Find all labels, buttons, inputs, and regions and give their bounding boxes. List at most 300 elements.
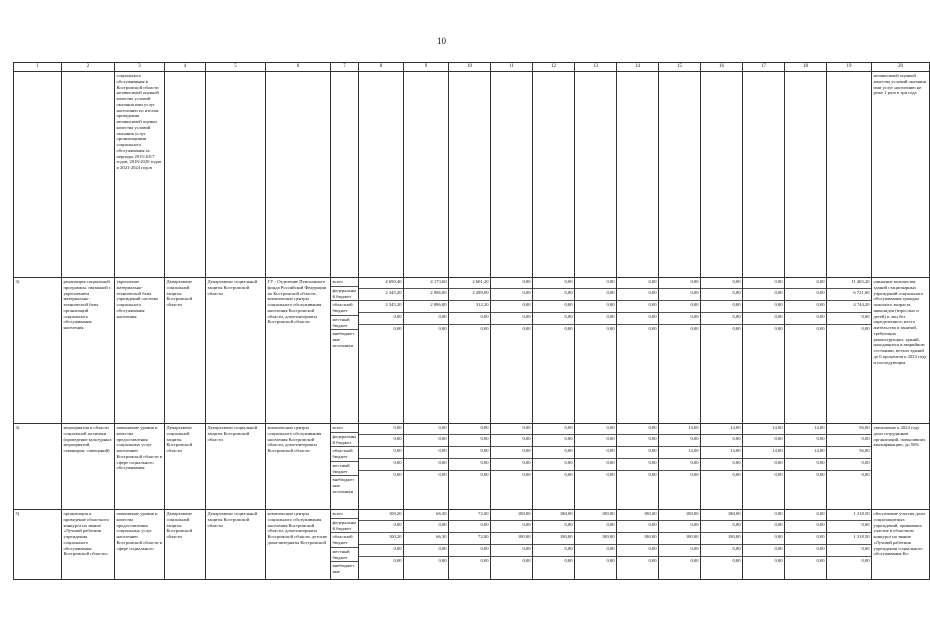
funding-amount-column	[491, 510, 533, 580]
funding-amount-column	[785, 278, 827, 424]
funding-amount: 0,00	[743, 533, 784, 545]
funding-amount: 2 086,80	[404, 301, 448, 313]
funding-amount-column	[827, 278, 872, 424]
column-number-header: 14	[617, 63, 659, 72]
funding-amount-column	[659, 424, 701, 510]
funding-source-label: федеральный бюджет	[331, 433, 358, 447]
funding-amount: 0,00	[743, 301, 784, 313]
funding-amount-column	[359, 510, 404, 580]
funding-amount: 0,00	[449, 521, 490, 533]
funding-amount: 0,00	[438, 558, 447, 564]
funding-source-label: местный бюджет	[331, 316, 358, 330]
funding-amount: 0,00	[659, 289, 700, 301]
funding-amount: 180,00	[617, 533, 658, 545]
funding-amount: 0,00	[449, 459, 490, 471]
cell	[14, 72, 62, 278]
event-purpose: повышение уровня и качества предоставления социальных услуг населению Костромской области в сфере социального	[115, 510, 165, 580]
funding-amount: 14,00	[743, 447, 784, 459]
funding-amount: 0,00	[533, 424, 574, 435]
funding-amount-column	[617, 278, 659, 424]
funding-amount: 0,00	[785, 301, 826, 313]
column-number-header: 8	[359, 63, 404, 72]
funding-amount: 0,00	[480, 558, 489, 564]
funding-amount-column	[701, 424, 743, 510]
funding-amount: 180,00	[533, 533, 574, 545]
funding-amount: 180,00	[575, 510, 616, 521]
funding-amount: 0,00	[785, 510, 826, 521]
program-row	[14, 278, 930, 424]
participants: ГУ - Отделение Пенсионного фонда Российской Федерации по Костромской области, комплексные центры социального обслуживания населения Костромской области, дома-интернаты Костромской области	[266, 278, 331, 424]
funding-amount-column	[617, 424, 659, 510]
funding-amount: 180,00	[491, 510, 532, 521]
funding-amount: 0,00	[480, 326, 489, 332]
funding-amount: 0,00	[575, 521, 616, 533]
funding-amount: 0,00	[480, 472, 489, 478]
funding-amount: 0,00	[575, 278, 616, 289]
funding-amount: 14,00	[701, 424, 742, 435]
funding-amount: 0,00	[701, 313, 742, 325]
funding-amount-column	[701, 510, 743, 580]
funding-source-label: местный бюджет	[331, 548, 358, 562]
funding-amount: 0,00	[732, 558, 741, 564]
funding-amount: 0,00	[393, 558, 402, 564]
funding-amount: 0,00	[743, 521, 784, 533]
funding-amount: 0,00	[359, 424, 403, 435]
funding-amount-column	[449, 510, 491, 580]
funding-amount-column	[659, 510, 701, 580]
cell	[206, 72, 266, 278]
cell	[62, 72, 115, 278]
funding-amount: 4 744,20	[827, 301, 871, 313]
funding-amount: 180,00	[617, 510, 658, 521]
funding-source-label: всего	[331, 278, 358, 287]
funding-amount-column	[827, 424, 872, 510]
funding-amount: 312,20	[449, 301, 490, 313]
measure-text: социального обслуживания в Костромской области независимой оценкой качества условий оказания ими услуг населению по итогам проведения независимой оценки качества условий оказания услуг организациями социального обслуживания за периоды 2015-2017 годов, 2018-2020 годов и 2021-2024 годов	[115, 72, 165, 278]
funding-amount: 0,00	[533, 521, 574, 533]
funding-amount: 0,00	[648, 472, 657, 478]
funding-amount: 0,00	[659, 459, 700, 471]
funding-amount: 0,00	[491, 447, 532, 459]
funding-amount: 0,00	[701, 521, 742, 533]
cell	[359, 72, 404, 278]
coexecutor: Департамент социальной защиты Костромской области	[206, 424, 266, 510]
continuation-row	[14, 72, 930, 278]
result-text: независимой оценкой качества условий оказания ими услуг населению не реже 1 раза в три года	[872, 72, 930, 278]
cell	[491, 72, 533, 278]
funding-amount: 0,00	[617, 521, 658, 533]
funding-amount: 0,00	[606, 558, 615, 564]
funding-amount: 0,00	[533, 447, 574, 459]
expected-result: увеличение к 2024 году доли сотрудников организаций, повысивших квалификацию, до 50%	[872, 424, 930, 510]
funding-amount: 0,00	[404, 447, 448, 459]
funding-amount-column	[617, 510, 659, 580]
funding-amount: 0,00	[575, 289, 616, 301]
column-number-header: 10	[449, 63, 491, 72]
funding-source-label: федеральный бюджет	[331, 287, 358, 301]
program-row	[14, 510, 930, 580]
funding-amount: 0,00	[774, 472, 783, 478]
funding-sources	[331, 510, 359, 580]
event-purpose: повышение уровня и качества предоставления социальных услуг населению Костромской области в сфере социального обслуживания	[115, 424, 165, 510]
funding-amount: 0,00	[359, 447, 403, 459]
funding-amount: 14,00	[743, 424, 784, 435]
funding-amount: 0,00	[659, 545, 700, 557]
funding-amount: 180,00	[659, 510, 700, 521]
cell	[827, 72, 872, 278]
participants: комплексные центры социального обслуживания населения Костромской области, дома-интернаты Костромской области	[266, 424, 331, 510]
funding-amount: 100,20	[359, 510, 403, 521]
column-number-header: 5	[206, 63, 266, 72]
funding-amount: 0,00	[533, 289, 574, 301]
funding-amount: 0,00	[701, 545, 742, 557]
funding-amount: 0,00	[827, 435, 871, 447]
funding-amount-column	[575, 510, 617, 580]
funding-amount: 0,00	[533, 435, 574, 447]
funding-amount-column	[533, 510, 575, 580]
funding-amount: 0,00	[690, 472, 699, 478]
funding-amount: 72,00	[449, 510, 490, 521]
funding-amount: 0,00	[617, 435, 658, 447]
funding-amount: 0,00	[701, 289, 742, 301]
funding-amount: 14,00	[785, 424, 826, 435]
funding-amount: 2 601,20	[449, 278, 490, 289]
funding-amount: 1 318,50	[827, 510, 871, 521]
responsible-executor: Департамент социальной защиты Костромской области	[165, 278, 206, 424]
column-number-header: 11	[491, 63, 533, 72]
funding-amount: 0,00	[774, 558, 783, 564]
funding-amount: 0,00	[393, 326, 402, 332]
funding-amount: 56,00	[827, 424, 871, 435]
funding-amount: 4 690,40	[359, 278, 403, 289]
funding-amount: 0,00	[533, 301, 574, 313]
funding-amount: 0,00	[827, 459, 871, 471]
funding-source-label: областной бюджет	[331, 447, 358, 461]
header-row	[14, 63, 930, 72]
funding-amount: 0,00	[785, 278, 826, 289]
funding-amount: 0,00	[449, 447, 490, 459]
funding-amount: 11 465,20	[827, 278, 871, 289]
column-number-header: 20	[872, 63, 930, 72]
funding-amount: 0,00	[827, 313, 871, 325]
funding-amount: 0,00	[743, 545, 784, 557]
funding-amount: 72,00	[449, 533, 490, 545]
funding-amount: 180,00	[659, 533, 700, 545]
funding-amount: 0,00	[617, 424, 658, 435]
funding-amount: 0,00	[659, 435, 700, 447]
funding-amount: 2 086,80	[404, 289, 448, 301]
row-number: 4)	[14, 424, 62, 510]
funding-amount: 0,00	[743, 313, 784, 325]
participants: комплексные центры социального обслуживания населения Костромской области, дома-интернаты Костромской области, детские дома-интернаты Костромской	[266, 510, 331, 580]
responsible-executor: Департамент социальной защиты Костромской области	[165, 424, 206, 510]
funding-amount: 0,00	[701, 278, 742, 289]
funding-amount: 0,00	[491, 545, 532, 557]
funding-amount: 0,00	[743, 459, 784, 471]
funding-amount: 0,00	[491, 301, 532, 313]
funding-amount: 180,00	[701, 510, 742, 521]
funding-amount-column	[404, 278, 449, 424]
funding-amount-column	[359, 424, 404, 510]
row-number: 3)	[14, 278, 62, 424]
funding-amount-column	[404, 424, 449, 510]
event-name: организация и проведение областного конкурса на звание «Лучший работник учреждения социального обслуживания Костромской области»	[62, 510, 115, 580]
funding-amount: 100,20	[359, 533, 403, 545]
funding-amount: 0,00	[438, 472, 447, 478]
funding-amount: 0,00	[785, 289, 826, 301]
funding-amount: 180,00	[701, 533, 742, 545]
column-number-header: 9	[404, 63, 449, 72]
funding-amount: 180,00	[575, 533, 616, 545]
row-number: 5)	[14, 510, 62, 580]
funding-amount: 0,00	[575, 545, 616, 557]
responsible-executor: Департамент социальной защиты Костромской области	[165, 510, 206, 580]
page-number: 10	[437, 36, 446, 46]
funding-amount: 14,00	[701, 447, 742, 459]
column-number-header: 18	[785, 63, 827, 72]
funding-amount: 0,00	[606, 472, 615, 478]
program-row	[14, 424, 930, 510]
funding-amount: 0,00	[449, 424, 490, 435]
funding-amount-column	[449, 424, 491, 510]
funding-amount: 0,00	[491, 521, 532, 533]
funding-amount-column	[743, 278, 785, 424]
funding-amount: 0,00	[861, 558, 870, 564]
funding-amount: 0,00	[449, 313, 490, 325]
funding-source-label: внебюджетные источники	[332, 477, 355, 494]
funding-amount: 0,00	[617, 278, 658, 289]
funding-amount: 0,00	[404, 545, 448, 557]
funding-amount: 0,00	[491, 278, 532, 289]
funding-amount-column	[533, 424, 575, 510]
column-number-header: 16	[701, 63, 743, 72]
column-number-header: 6	[266, 63, 331, 72]
cell	[743, 72, 785, 278]
funding-amount: 0,00	[491, 313, 532, 325]
funding-amount: 2 289,00	[449, 289, 490, 301]
funding-source-label: федеральный бюджет	[331, 519, 358, 533]
cell	[449, 72, 491, 278]
funding-amount: 0,00	[491, 435, 532, 447]
funding-amount: 66,30	[404, 533, 448, 545]
funding-amount-column	[743, 424, 785, 510]
funding-amount: 0,00	[404, 313, 448, 325]
funding-amount: 0,00	[816, 472, 825, 478]
funding-source-label: областной бюджет	[331, 533, 358, 547]
funding-amount-column	[827, 510, 872, 580]
funding-amount: 0,00	[575, 459, 616, 471]
coexecutor: Департамент социальной защиты Костромской области	[206, 278, 266, 424]
funding-amount: 0,00	[648, 558, 657, 564]
column-number-header: 12	[533, 63, 575, 72]
funding-amount: 0,00	[743, 278, 784, 289]
funding-amount: 0,00	[393, 472, 402, 478]
funding-amount-column	[701, 278, 743, 424]
funding-amount: 56,00	[827, 447, 871, 459]
funding-amount: 0,00	[617, 447, 658, 459]
funding-amount: 4 173,60	[404, 278, 448, 289]
funding-amount: 14,00	[659, 424, 700, 435]
cell	[575, 72, 617, 278]
column-number-header: 4	[165, 63, 206, 72]
cell	[331, 72, 359, 278]
funding-amount: 0,00	[404, 459, 448, 471]
funding-amount: 180,00	[491, 533, 532, 545]
funding-amount-column	[533, 278, 575, 424]
funding-amount: 0,00	[359, 435, 403, 447]
funding-amount: 0,00	[404, 435, 448, 447]
event-name: мероприятия в области социальной политики (проведение культурных мероприятий, семинаров, совещаний)	[62, 424, 115, 510]
cell	[533, 72, 575, 278]
funding-amount: 0,00	[690, 326, 699, 332]
funding-amount: 0,00	[861, 472, 870, 478]
funding-amount: 0,00	[533, 459, 574, 471]
funding-amount: 0,00	[359, 521, 403, 533]
funding-amount: 0,00	[617, 289, 658, 301]
funding-amount-column	[575, 424, 617, 510]
funding-amount: 0,00	[659, 521, 700, 533]
funding-amount: 0,00	[701, 459, 742, 471]
funding-amount: 0,00	[491, 424, 532, 435]
expected-result: обеспечение участия доли социозащитных учреждений, принявших участие в областном конкурсе на звание «Лучший работник учреждения социального обслуживания Ко-	[872, 510, 930, 580]
funding-amount: 0,00	[438, 326, 447, 332]
column-number-header: 13	[575, 63, 617, 72]
funding-source-label: всего	[331, 510, 358, 519]
funding-amount: 0,00	[774, 326, 783, 332]
funding-amount: 0,00	[359, 313, 403, 325]
funding-amount: 0,00	[816, 558, 825, 564]
funding-amount: 0,00	[785, 545, 826, 557]
funding-amount: 0,00	[743, 510, 784, 521]
funding-amount: 0,00	[522, 558, 531, 564]
funding-amount: 6 721,00	[827, 289, 871, 301]
funding-amount: 0,00	[404, 521, 448, 533]
cell	[659, 72, 701, 278]
funding-sources	[331, 424, 359, 510]
funding-amount: 0,00	[827, 521, 871, 533]
cell	[617, 72, 659, 278]
expected-result: снижение количества зданий стационарных учреждений социального обслуживания граждан пожилого возраста, инвалидов (взрослых и детей) и лиц без определенного места жительства и занятий, требующих реконструкции, зданий, находящихся в аварийном состоянии, ветхих зданий до 0 процентов к 2023 году и последующим	[872, 278, 930, 424]
funding-amount: 0,00	[827, 545, 871, 557]
funding-amount-column	[404, 510, 449, 580]
funding-amount: 0,00	[491, 289, 532, 301]
column-number-header: 2	[62, 63, 115, 72]
funding-amount: 0,00	[659, 278, 700, 289]
funding-amount: 0,00	[533, 545, 574, 557]
funding-amount-column	[785, 424, 827, 510]
funding-amount: 0,00	[359, 545, 403, 557]
cell	[165, 72, 206, 278]
funding-amount: 14,00	[659, 447, 700, 459]
funding-amount: 0,00	[785, 459, 826, 471]
column-number-header: 15	[659, 63, 701, 72]
funding-amount: 2 345,20	[359, 289, 403, 301]
funding-amount: 0,00	[449, 435, 490, 447]
funding-source-label: внебюджетные источники	[332, 331, 355, 348]
funding-source-label: областной бюджет	[331, 301, 358, 315]
funding-amount: 0,00	[732, 472, 741, 478]
funding-amount: 0,00	[785, 533, 826, 545]
funding-amount-column	[359, 278, 404, 424]
funding-amount: 0,00	[564, 326, 573, 332]
funding-amount: 0,00	[491, 459, 532, 471]
funding-amount: 0,00	[617, 545, 658, 557]
cell	[266, 72, 331, 278]
funding-amount: 0,00	[701, 435, 742, 447]
funding-amount: 1 318,50	[827, 533, 871, 545]
funding-source-label: внебюджетные	[332, 563, 355, 575]
funding-amount: 0,00	[404, 424, 448, 435]
funding-amount: 66,30	[404, 510, 448, 521]
funding-amount: 0,00	[575, 424, 616, 435]
funding-source-label: местный бюджет	[331, 462, 358, 476]
funding-amount: 0,00	[575, 447, 616, 459]
column-number-header: 17	[743, 63, 785, 72]
funding-amount: 0,00	[659, 313, 700, 325]
funding-amount: 0,00	[648, 326, 657, 332]
funding-amount: 0,00	[659, 301, 700, 313]
funding-amount: 0,00	[743, 435, 784, 447]
cell	[701, 72, 743, 278]
funding-amount: 0,00	[522, 472, 531, 478]
column-number-header: 19	[827, 63, 872, 72]
funding-amount: 0,00	[785, 435, 826, 447]
funding-amount: 0,00	[606, 326, 615, 332]
funding-amount: 0,00	[522, 326, 531, 332]
funding-amount-column	[491, 278, 533, 424]
funding-amount: 0,00	[533, 278, 574, 289]
funding-amount: 0,00	[785, 521, 826, 533]
funding-amount: 180,00	[533, 510, 574, 521]
funding-amount: 0,00	[617, 301, 658, 313]
coexecutor: Департамент социальной защиты Костромской области	[206, 510, 266, 580]
funding-source-label: всего	[331, 424, 358, 433]
funding-amount: 0,00	[743, 289, 784, 301]
funding-amount-column	[575, 278, 617, 424]
funding-sources	[331, 278, 359, 424]
funding-amount: 0,00	[533, 313, 574, 325]
cell	[404, 72, 449, 278]
column-number-header: 7	[331, 63, 359, 72]
funding-amount: 0,00	[564, 472, 573, 478]
funding-amount: 0,00	[359, 459, 403, 471]
funding-amount: 0,00	[785, 313, 826, 325]
program-table	[13, 62, 930, 580]
column-number-header: 3	[115, 63, 165, 72]
funding-amount-column	[491, 424, 533, 510]
funding-amount: 0,00	[816, 326, 825, 332]
funding-amount: 0,00	[690, 558, 699, 564]
funding-amount: 0,00	[575, 301, 616, 313]
funding-amount: 2 345,20	[359, 301, 403, 313]
cell	[785, 72, 827, 278]
funding-amount-column	[449, 278, 491, 424]
funding-amount-column	[659, 278, 701, 424]
funding-amount: 0,00	[617, 313, 658, 325]
event-name: реализация социальной программы, связанной с укреплением материально-технической базы организаций социального обслуживания населения	[62, 278, 115, 424]
funding-amount-column	[743, 510, 785, 580]
column-number-header: 1	[14, 63, 62, 72]
funding-amount: 0,00	[861, 326, 870, 332]
funding-amount: 0,00	[575, 313, 616, 325]
funding-amount: 0,00	[701, 301, 742, 313]
event-purpose: укрепление материально-технической базы учреждений системы социального обслуживания населения	[115, 278, 165, 424]
funding-amount: 0,00	[732, 326, 741, 332]
funding-amount: 0,00	[449, 545, 490, 557]
funding-amount: 14,00	[785, 447, 826, 459]
funding-amount: 0,00	[564, 558, 573, 564]
funding-amount: 0,00	[617, 459, 658, 471]
